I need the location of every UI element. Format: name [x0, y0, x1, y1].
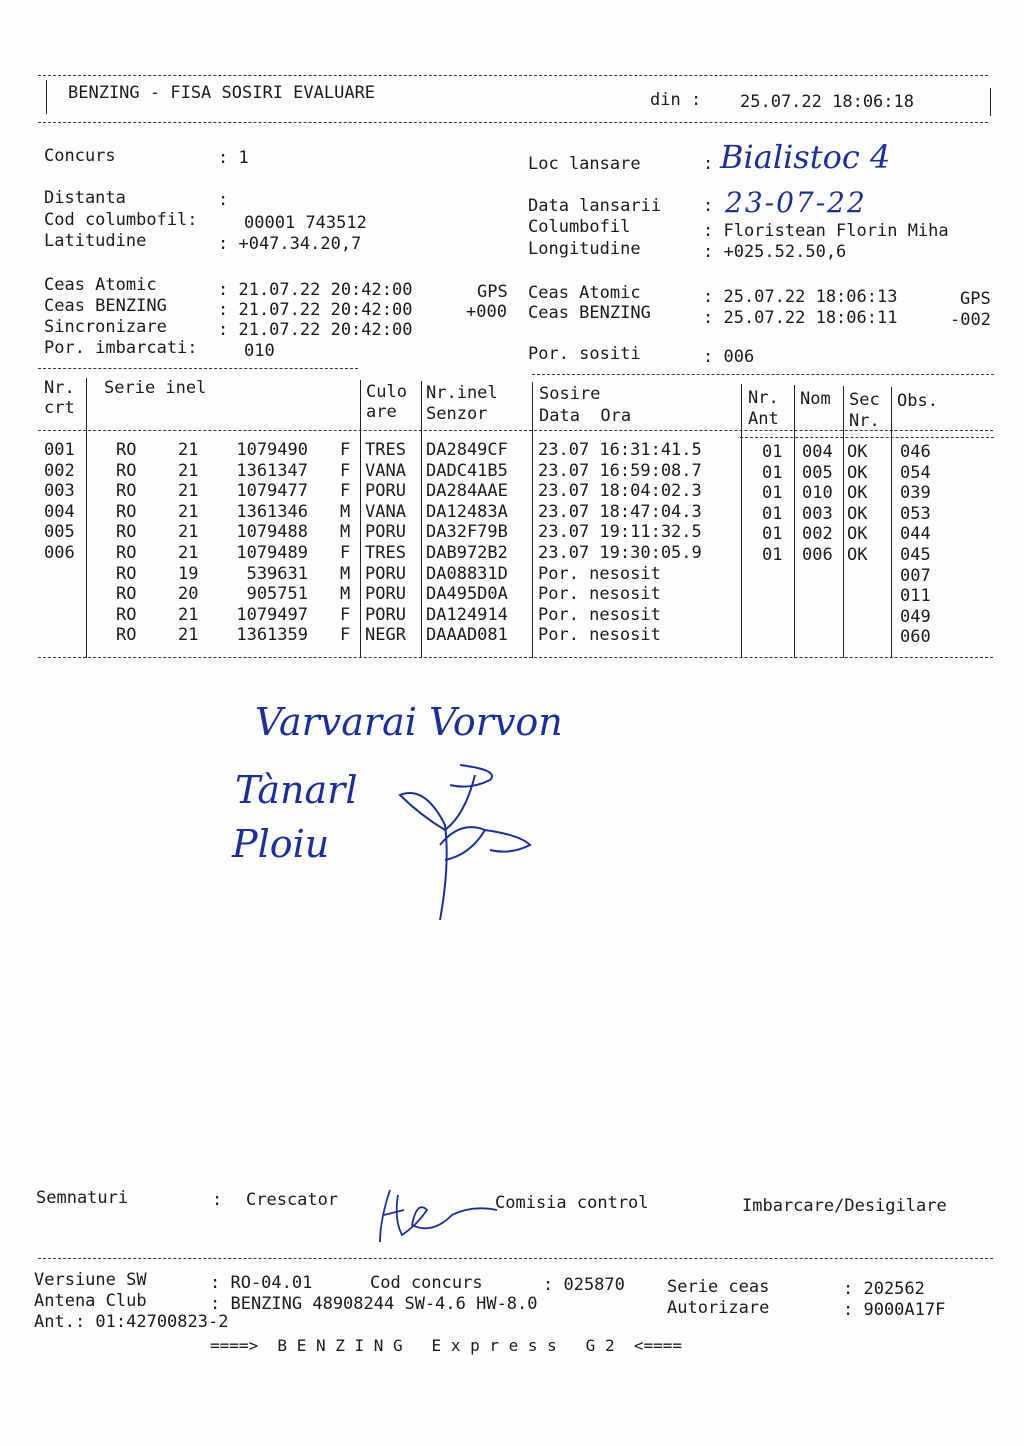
- handwritten-line-1: Varvarai Vorvon: [255, 700, 563, 744]
- antena-club-value: : BENZING 48908244 SW-4.6 HW-8.0: [210, 1294, 538, 1314]
- cell-sec-nr: OK: [847, 462, 868, 483]
- cell-nom: 003: [802, 503, 833, 524]
- cell-crt: 002: [44, 460, 75, 481]
- cell-sec-nr: OK: [847, 483, 868, 504]
- table-body-top-rule: [740, 437, 994, 438]
- ceas-benzing-end-extra: -002: [950, 310, 991, 330]
- cell-numar: 1079490: [236, 440, 308, 460]
- cell-obs: 045: [900, 545, 931, 565]
- cell-an: 21: [178, 501, 199, 522]
- cell-culoare: VANA: [365, 460, 406, 481]
- header-crt: crt: [44, 398, 75, 418]
- cell-sex: M: [340, 563, 351, 584]
- ceas-benzing-start-extra: +000: [466, 302, 507, 322]
- por-sositi-value: : 006: [703, 347, 755, 367]
- handwritten-line-3: Ploiu: [232, 822, 330, 866]
- cod-columbofil-label: Cod columbofil:: [44, 210, 198, 230]
- cell-an: 21: [178, 522, 199, 543]
- cell-sex: F: [340, 543, 351, 563]
- cell-sosire: Por. nesosit: [538, 584, 661, 605]
- cell-sec-nr: OK: [847, 524, 868, 545]
- header-senzor: Senzor: [426, 404, 488, 424]
- table-top-rule: [38, 368, 358, 369]
- cell-culoare: PORU: [365, 522, 406, 543]
- cell-nom: 002: [802, 524, 833, 545]
- cell-tara: RO: [116, 501, 137, 522]
- header-data-ora: Data Ora: [539, 406, 632, 426]
- footer-rule: [38, 1258, 993, 1259]
- cell-sex: F: [340, 481, 351, 502]
- cod-columbofil-value: 00001 743512: [244, 213, 367, 233]
- crescator-label: Crescator: [246, 1190, 339, 1210]
- cell-senzor: DADC41B5: [426, 460, 508, 481]
- table-row: [0, 625, 1024, 646]
- cell-nr-ant: 01: [762, 442, 783, 462]
- cell-obs: 007: [900, 565, 931, 586]
- cell-sosire: 23.07 19:11:32.5: [538, 522, 702, 543]
- por-imbarcati-label: Por. imbarcati:: [44, 338, 198, 358]
- table-row: [0, 522, 1024, 543]
- cell-tara: RO: [116, 563, 137, 584]
- cell-numar: 1079497: [236, 604, 308, 625]
- cell-sex: F: [340, 625, 351, 646]
- table-row: [0, 564, 1024, 585]
- cell-senzor: DA124914: [426, 604, 508, 625]
- cell-an: 21: [178, 460, 199, 481]
- cell-tara: RO: [116, 440, 137, 460]
- header-are: are: [366, 402, 397, 422]
- cell-obs: 044: [900, 524, 931, 545]
- sincronizare-value: : 21.07.22 20:42:00: [218, 320, 413, 340]
- header-bottom-rule: [38, 122, 988, 123]
- cell-senzor: DA32F79B: [426, 522, 508, 543]
- header-top-rule: [38, 75, 988, 76]
- cell-culoare: PORU: [365, 604, 406, 625]
- header-sec-nr: Nr.: [849, 411, 880, 431]
- cell-sosire: 23.07 18:04:02.3: [538, 481, 702, 502]
- header-serie-inel: Serie inel: [104, 378, 207, 398]
- cell-sosire: Por. nesosit: [538, 625, 661, 646]
- cell-culoare: NEGR: [365, 625, 406, 646]
- cell-sex: F: [340, 604, 351, 625]
- cell-an: 20: [178, 584, 199, 605]
- header-sec: Sec: [849, 390, 880, 410]
- cell-nom: 004: [802, 442, 833, 462]
- cell-sosire: Por. nesosit: [538, 604, 661, 625]
- cell-tara: RO: [116, 460, 137, 481]
- crescator-signature: [372, 1180, 502, 1250]
- autorizare-label: Autorizare: [667, 1298, 770, 1318]
- concurs-value: : 1: [218, 148, 249, 168]
- ceas-benzing-start-value: : 21.07.22 20:42:00: [218, 300, 413, 320]
- cell-nr-ant: 01: [762, 483, 783, 504]
- cell-culoare: PORU: [365, 563, 406, 584]
- cell-crt: 004: [44, 501, 75, 522]
- cell-an: 21: [178, 481, 199, 502]
- cell-obs: 039: [900, 483, 931, 504]
- serie-ceas-value: : 202562: [843, 1279, 925, 1299]
- cell-obs: 049: [900, 606, 931, 627]
- cod-concurs-value: : 025870: [543, 1275, 625, 1295]
- ceas-atomic-end-value: : 25.07.22 18:06:13: [703, 287, 898, 307]
- cell-tara: RO: [116, 625, 137, 646]
- cell-nr-ant: 01: [762, 503, 783, 524]
- ceas-atomic-start-value: : 21.07.22 20:42:00: [218, 280, 413, 300]
- loc-lansare-handwritten: Bialistoc 4: [720, 138, 891, 176]
- header-ant: Ant: [748, 409, 779, 429]
- cell-crt: 003: [44, 481, 75, 502]
- ceas-atomic-start-label: Ceas Atomic: [44, 275, 157, 295]
- cell-sex: M: [340, 501, 351, 522]
- header-nr-inel: Nr.inel: [426, 383, 498, 403]
- cell-sec-nr: OK: [847, 442, 868, 462]
- cell-senzor: DAB972B2: [426, 543, 508, 563]
- cell-sex: M: [340, 584, 351, 605]
- cell-tara: RO: [116, 522, 137, 543]
- cell-obs: 054: [900, 462, 931, 483]
- cell-an: 21: [178, 543, 199, 563]
- signature-scribble-main: [390, 755, 540, 930]
- cell-numar: 1361347: [236, 460, 308, 481]
- table-bottom-rule: [38, 657, 993, 658]
- cell-nr-ant: 01: [762, 462, 783, 483]
- por-sositi-label: Por. sositi: [528, 344, 641, 364]
- versiune-sw-value: : RO-04.01: [210, 1273, 313, 1293]
- cell-nom: 005: [802, 462, 833, 483]
- ant-line: Ant.: 01:42700823-2: [34, 1312, 229, 1332]
- sincronizare-label: Sincronizare: [44, 317, 167, 337]
- antena-club-label: Antena Club: [34, 1291, 147, 1311]
- por-imbarcati-value: 010: [244, 341, 275, 361]
- cell-obs: 053: [900, 503, 931, 524]
- din-value: 25.07.22 18:06:18: [740, 92, 914, 112]
- cell-sec-nr: OK: [847, 503, 868, 524]
- header-nom: Nom: [800, 389, 831, 409]
- ceas-benzing-start-label: Ceas BENZING: [44, 296, 167, 316]
- table-row: [0, 502, 1024, 523]
- cell-senzor: DA2849CF: [426, 440, 508, 460]
- header-nr: Nr.: [44, 378, 75, 398]
- header-sosire: Sosire: [539, 384, 601, 404]
- header-nr-ant: Nr.: [748, 388, 779, 408]
- cell-senzor: DAAAD081: [426, 625, 508, 646]
- columbofil-label: Columbofil: [528, 217, 631, 237]
- cell-senzor: DA495D0A: [426, 584, 508, 605]
- cell-obs: 060: [900, 627, 931, 648]
- handwritten-line-2: Tànarl: [235, 768, 358, 812]
- latitudine-label: Latitudine: [44, 231, 147, 251]
- columbofil-value: : Floristean Florin Miha: [703, 221, 949, 241]
- cell-nr-ant: 01: [762, 524, 783, 545]
- ceas-atomic-end-extra: GPS: [960, 289, 991, 309]
- cell-nom: 010: [802, 483, 833, 504]
- cell-sex: M: [340, 522, 351, 543]
- header-right-bar: [990, 88, 991, 116]
- cell-senzor: DA284AAE: [426, 481, 508, 502]
- data-lansarii-handwritten: 23-07-22: [725, 186, 867, 219]
- cell-tara: RO: [116, 543, 137, 563]
- ceas-benzing-end-label: Ceas BENZING: [528, 303, 651, 323]
- loc-lansare-label: Loc lansare: [528, 154, 641, 174]
- table-row: [0, 461, 1024, 482]
- cell-numar: 539631: [246, 563, 308, 584]
- comisia-control-label: Comisia control: [495, 1193, 649, 1213]
- loc-lansare-colon: :: [703, 154, 714, 174]
- ceas-benzing-end-value: : 25.07.22 18:06:11: [703, 308, 898, 328]
- header-left-bar: [46, 80, 47, 114]
- cell-sosire: 23.07 19:30:05.9: [538, 543, 702, 563]
- cell-culoare: TRES: [365, 440, 406, 460]
- benzing-banner: ====> B E N Z I N G E x p r e s s G 2 <====: [210, 1336, 683, 1355]
- cell-culoare: VANA: [365, 501, 406, 522]
- semnaturi-colon: :: [212, 1190, 223, 1210]
- cell-nom: 006: [802, 545, 833, 565]
- cell-sec-nr: OK: [847, 545, 868, 565]
- cell-senzor: DA12483A: [426, 501, 508, 522]
- cell-culoare: TRES: [365, 543, 406, 563]
- cell-sosire: 23.07 16:31:41.5: [538, 440, 702, 460]
- cell-crt: 001: [44, 440, 75, 460]
- longitudine-value: : +025.52.50,6: [703, 242, 847, 262]
- cell-sex: F: [340, 440, 351, 460]
- cell-an: 19: [178, 563, 199, 584]
- cell-tara: RO: [116, 604, 137, 625]
- din-label: din :: [650, 90, 702, 110]
- cell-numar: 1361359: [236, 625, 308, 646]
- cell-obs: 046: [900, 442, 931, 462]
- cell-sex: F: [340, 460, 351, 481]
- cell-numar: 1079489: [236, 543, 308, 563]
- cell-senzor: DA08831D: [426, 563, 508, 584]
- concurs-label: Concurs: [44, 146, 116, 166]
- versiune-sw-label: Versiune SW: [34, 1270, 147, 1290]
- cod-concurs-label: Cod concurs: [370, 1273, 483, 1293]
- table-row: [0, 440, 1024, 461]
- cell-an: 21: [178, 625, 199, 646]
- cell-an: 21: [178, 440, 199, 460]
- distanta-label: Distanta: [44, 188, 126, 208]
- autorizare-value: : 9000A17F: [843, 1300, 946, 1320]
- data-lansarii-colon: :: [703, 196, 714, 216]
- table-row: [0, 584, 1024, 605]
- cell-tara: RO: [116, 584, 137, 605]
- header-culo: Culo: [366, 382, 407, 402]
- cell-sosire: 23.07 16:59:08.7: [538, 460, 702, 481]
- cell-numar: 1361346: [236, 501, 308, 522]
- cell-tara: RO: [116, 481, 137, 502]
- cell-numar: 1079477: [236, 481, 308, 502]
- cell-numar: 1079488: [236, 522, 308, 543]
- table-row: [0, 481, 1024, 502]
- cell-culoare: PORU: [365, 584, 406, 605]
- imbarcare-desigilare-label: Imbarcare/Desigilare: [742, 1196, 947, 1216]
- table-top-rule-right: [532, 374, 994, 375]
- ceas-atomic-start-extra: GPS: [477, 282, 508, 302]
- longitudine-label: Longitudine: [528, 239, 641, 259]
- table-row: [0, 543, 1024, 564]
- cell-nr-ant: 01: [762, 545, 783, 565]
- cell-culoare: PORU: [365, 481, 406, 502]
- document-title: BENZING - FISA SOSIRI EVALUARE: [68, 83, 376, 103]
- semnaturi-label: Semnaturi: [36, 1188, 129, 1208]
- cell-crt: 005: [44, 522, 75, 543]
- ceas-atomic-end-label: Ceas Atomic: [528, 283, 641, 303]
- cell-an: 21: [178, 604, 199, 625]
- distanta-value: :: [218, 190, 229, 210]
- cell-obs: 011: [900, 586, 931, 607]
- table-row: [0, 605, 1024, 626]
- data-lansarii-label: Data lansarii: [528, 196, 662, 216]
- cell-sosire: 23.07 18:47:04.3: [538, 501, 702, 522]
- header-obs: Obs.: [897, 391, 938, 411]
- cell-crt: 006: [44, 543, 75, 563]
- cell-sosire: Por. nesosit: [538, 563, 661, 584]
- cell-numar: 905751: [246, 584, 308, 605]
- latitudine-value: : +047.34.20,7: [218, 234, 362, 254]
- serie-ceas-label: Serie ceas: [667, 1277, 770, 1297]
